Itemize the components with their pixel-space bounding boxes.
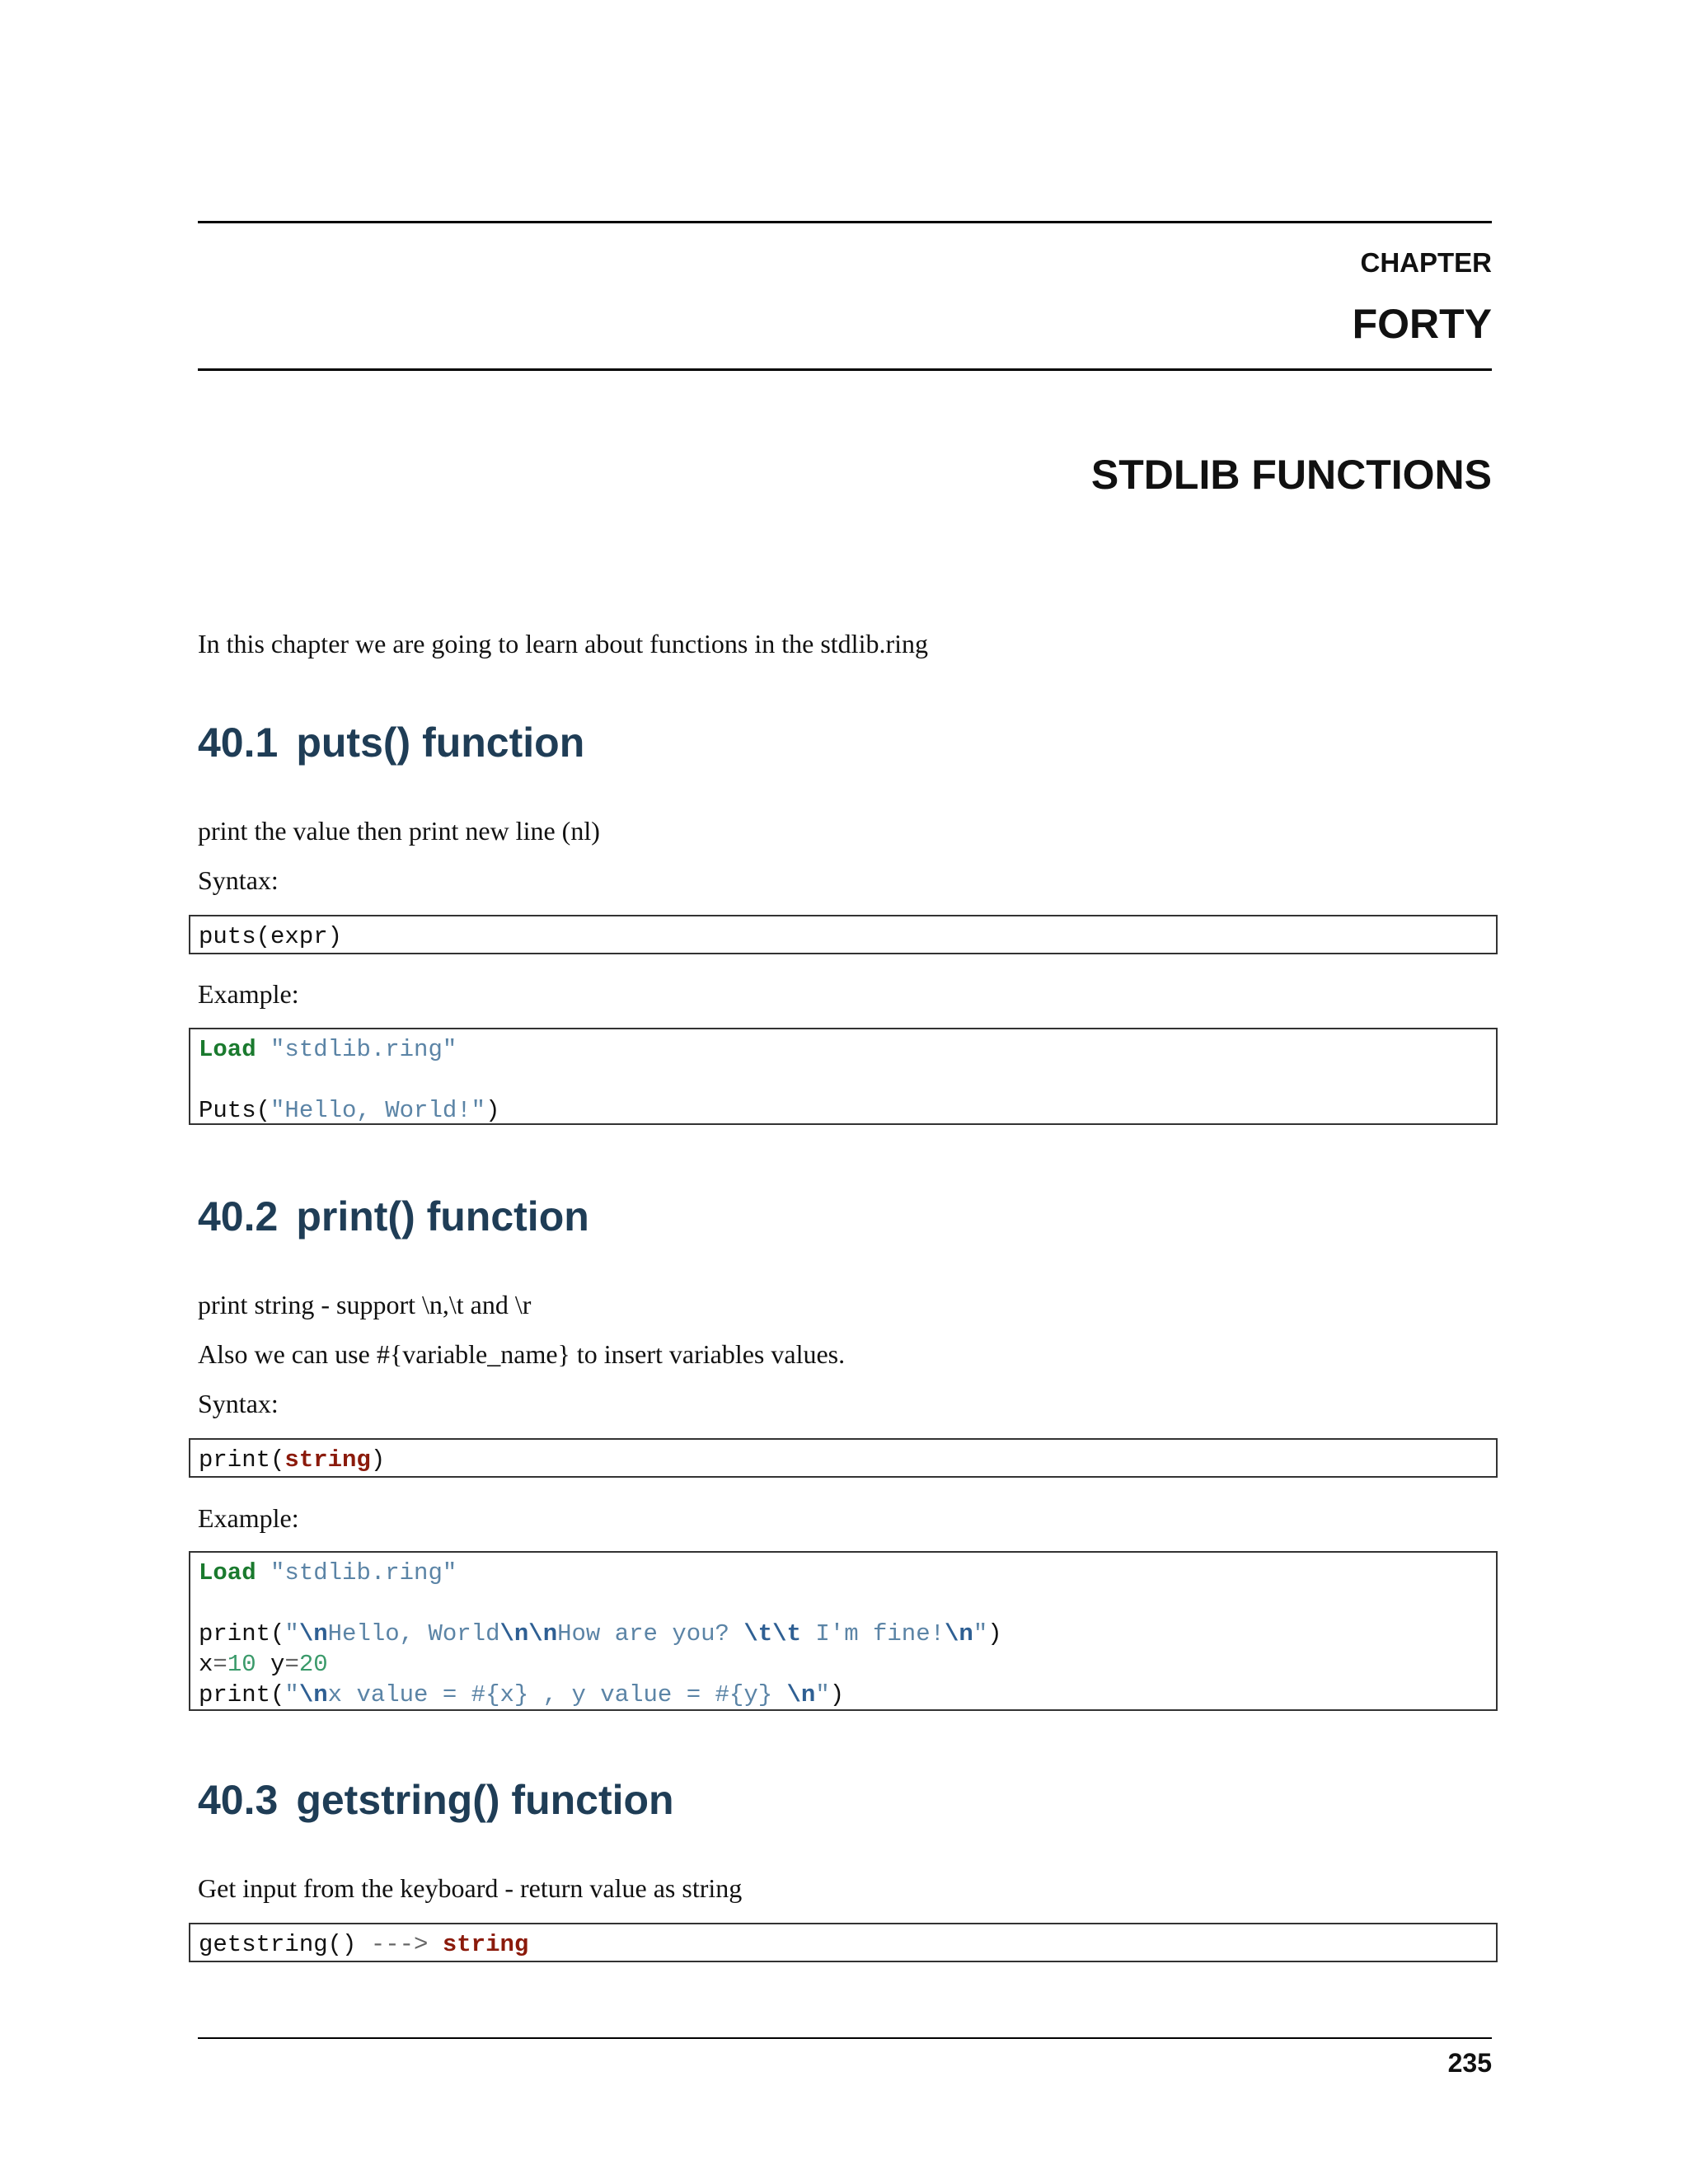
section-heading-puts xyxy=(198,719,1492,766)
code-keyword: Load xyxy=(199,1036,256,1063)
chapter-label: CHAPTER xyxy=(1360,247,1492,278)
header-bottom-rule xyxy=(198,368,1492,371)
syntax-code-block xyxy=(189,1923,1498,1962)
section-number: 40.1 xyxy=(198,719,279,766)
section-description: print string - support \n,\t and \r xyxy=(198,1290,532,1319)
code-function: Puts( xyxy=(199,1097,271,1124)
section-number: 40.2 xyxy=(198,1193,279,1240)
chapter-number: FORTY xyxy=(1352,301,1492,347)
code-string: I'm fine! xyxy=(800,1620,945,1647)
example-label: Example: xyxy=(198,1503,299,1533)
example-label: Example: xyxy=(198,979,299,1009)
code-text: puts(expr) xyxy=(199,923,343,950)
page-number: 235 xyxy=(1447,2048,1492,2078)
example-code-block xyxy=(189,1551,1498,1711)
section-title: getstring() function xyxy=(296,1777,674,1823)
code-string: " xyxy=(973,1620,988,1647)
code-string: x value = #{x} , y value = #{y} xyxy=(327,1681,787,1708)
code-operator: ---> xyxy=(370,1931,429,1958)
code-number: 10 xyxy=(227,1651,256,1678)
code-function: print( xyxy=(199,1446,285,1474)
code-string: "stdlib.ring" xyxy=(270,1036,457,1063)
code-variable: y xyxy=(256,1651,285,1678)
code-operator: = xyxy=(213,1651,227,1678)
syntax-code-block xyxy=(189,1438,1498,1478)
section-number: 40.3 xyxy=(198,1777,279,1823)
code-type: string xyxy=(428,1931,529,1958)
example-code-block xyxy=(189,1028,1498,1125)
code-escape: \n xyxy=(945,1620,973,1647)
code-string: " xyxy=(284,1620,299,1647)
code-function: getstring() xyxy=(199,1931,371,1958)
syntax-label: Syntax: xyxy=(198,865,279,895)
chapter-title: STDLIB FUNCTIONS xyxy=(1090,452,1492,498)
section-description-2: Also we can use #{variable_name} to insert variables values. xyxy=(198,1339,846,1369)
code-string: " xyxy=(815,1681,830,1708)
code-string: How are you? xyxy=(557,1620,744,1647)
code-operator: = xyxy=(284,1651,299,1678)
code-punct: ) xyxy=(485,1097,500,1124)
code-escape: \n xyxy=(786,1681,816,1708)
header-top-rule xyxy=(198,221,1492,223)
section-description: Get input from the keyboard - return value as string xyxy=(198,1873,743,1903)
code-string: " xyxy=(284,1681,299,1708)
section-title: print() function xyxy=(296,1193,589,1240)
code-punct: ) xyxy=(987,1620,1002,1647)
syntax-label: Syntax: xyxy=(198,1389,279,1418)
intro-paragraph: In this chapter we are going to learn about functions in the stdlib.ring xyxy=(198,629,928,658)
code-function: print( xyxy=(199,1620,285,1647)
section-title: puts() function xyxy=(296,719,585,766)
code-escape: \n xyxy=(298,1620,328,1647)
footer-rule xyxy=(198,2037,1492,2039)
section-heading-print xyxy=(198,1193,1492,1240)
section-heading-getstring xyxy=(198,1776,1492,1824)
code-escape: \t\t xyxy=(743,1620,801,1647)
code-type: string xyxy=(284,1446,371,1474)
code-string: Hello, World xyxy=(327,1620,500,1647)
code-punct: ) xyxy=(370,1446,386,1474)
code-keyword: Load xyxy=(199,1559,256,1586)
code-function: print( xyxy=(199,1681,285,1708)
code-escape: \n xyxy=(298,1681,328,1708)
section-description: print the value then print new line (nl) xyxy=(198,816,600,846)
code-string: "Hello, World!" xyxy=(270,1097,486,1124)
code-punct: ) xyxy=(829,1681,845,1708)
code-number: 20 xyxy=(298,1651,328,1678)
code-escape: \n\n xyxy=(499,1620,558,1647)
code-variable: x xyxy=(199,1651,213,1678)
code-string: "stdlib.ring" xyxy=(270,1559,457,1586)
syntax-code-block xyxy=(189,915,1498,954)
